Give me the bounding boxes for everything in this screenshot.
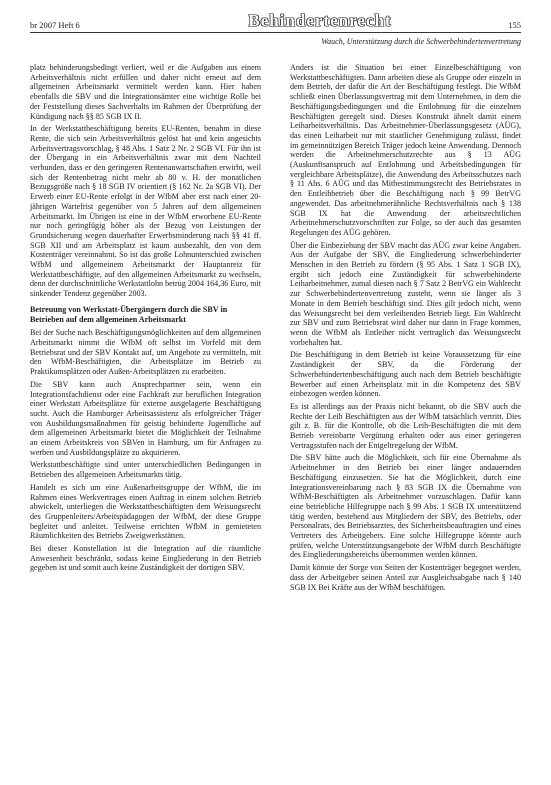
paragraph: Es ist allerdings aus der Praxis nicht bekannt, ob die SBV auch die Rechte der Leih Beschäftigten aus der WfbM tatsächlich vertritt. Dies gilt z. B. für die Kontrolle, ob die Leih-Beschäftigten die mit dem Betrieb vereinbarte Vergütung erhalten oder aus einer geringeren Vertragsstufen nach der Entgeltregelung der WfbM.	[290, 401, 521, 450]
paragraph: Bei der Suche nach Beschäftigungsmöglichkeiten auf dem allgemeinen Arbeitsmarkt nimmt die WfbM oft selbst im Vorfeld mit dem Betriebsrat und der SBV Kontakt auf, um Angebote zu vermitteln, mit den WfbM-Beschäftigten, die Arbeitsplätze im Betrieb zu Praktikumsplätzen oder Außen-Arbeitsplätzen zu erarbeiten.	[30, 328, 261, 377]
paragraph: Über die Einbeziehung der SBV macht das AÜG zwar keine Angaben. Aus der Aufgabe der SBV, die Eingliederung schwerbehinderter Menschen in den Betrieb zu fördern (§ 95 Abs. 1 Satz 1 SGB IX), ergibt sich jedoch eine Zuständigkeit für schwerbehinderte Leiharbeitnehmer, zumal diesen nach § 7 Satz 2 BetrVG ein Wahlrecht zur Schwerbehindertenvertretung zusteht, wenn sie länger als 3 Monate in dem Betrieb beschäftigt sind. Dies gilt jedoch nicht, wenn das Weisungsrecht bei dem verleihenden Betrieb liegt. Ein Wahlrecht zur SBV und zum Betriebsrat wird daher nur dann in Frage kommen, wenn die WfbM als Entleiher nicht vertraglich das Weisungsrecht vorbehalten hat.	[290, 240, 521, 347]
paragraph: Die SBV hätte auch die Möglichkeit, sich für eine Übernahme als Arbeitnehmer in den Betrieb bei einer länger andauernden Beschäftigung einzusetzen. Sie hat die Möglichkeit, durch eine Integrationsvereinbarung nach § 83 SGB IX die Übernahme von WfbM-Beschäftigten als Arbeitnehmer vorzuschlagen. Dafür kann eine betriebliche Hilfegruppe nach § 99 Abs. 1 SGB IX unterstützend tätig werden, bestehend aus Mitgliedern der SBV, des Betriebs, oder Personalrats, des Betriebsarztes, des Sicherheitsbeauftragten und eines Vertreters des Arbeitgebers. Eine solche Hilfegruppe könnte auch prüfen, welche Unterstützungsangebote der WfbM durch Beschäftigte des Eingliederungsbereichs übernommen werden können.	[290, 453, 521, 560]
paragraph: Anders ist die Situation bei einer Einzelbeschäftigung von Werkstattbeschäftigten. Dann arbeiten diese als Gruppe oder einzeln in dem Betrieb, der dafür die Art der Beschäftigung festlegt. Die WfbM schließt einen Überlassungsvertrag mit dem Unternehmen, in dem die Beschäftigungsbedingungen und die Entlohnung für die einzelnen Beschäftigten geregelt sind. Dieses Konstrukt ähnelt damit einem Leiharbeitsverhältnis. Das Arbeitnehmer-Überlassungsgesetz (AÜG), das einen Leiharbeit nur mit staatlicher Genehmigung zulässt, findet im gemeinnützigen Bereich Träger jedoch keine Anwendung. Dennoch werden die Arbeitnehmerschutzrechte aus § 13 AÜG (Auskunftsanspruch auf Entlohnung und Arbeitsbedingungen für vergleichbare Arbeitsplätze), die Anwendung des Arbeitsschutzes nach § 11 Abs. 6 AÜG und das Mitbestimmungsrecht des Betriebsrates in den Entleihbetrieb über die Beschäftigung nach § 99 BetrVG angewendet. Das arbeitnehmerähnliche Rechtsverhältnis nach § 138 SGB IX hat die Anwendung der arbeitsrechtlichen Arbeitnehmerschutzvorschriften zur Folge, so der auch das gesamten Regelungen des AÜG gehören.	[290, 63, 521, 237]
paragraph: Werkstattbeschäftigte sind unter unterschiedlichen Bedingungen in Betrieben des allgemeinen Arbeitsmarkts tätig.	[30, 460, 261, 480]
right-column	[290, 63, 521, 595]
section-heading: Betreuung von Werkstatt-Übergängern durch die SBV in Betrieben auf dem allgemeinen Arbeitsmarkt	[30, 304, 228, 324]
paragraph: Damit könnte der Sorge von Seiten der Kostenträger begegnet werden, dass der Arbeitgeber seinen Anteil zur Ausgleichsabgabe nach § 140 SGB IX Bei Kräfte aus der WfbM beschäftigen.	[290, 563, 521, 592]
page-header	[30, 0, 521, 60]
issue-label: br 2007 Heft 6	[30, 20, 80, 30]
header-rule	[30, 32, 521, 33]
left-column	[30, 63, 261, 576]
paragraph: In der Werkstattbeschäftigung bereits EU-Renten, benahm in diese Rente, die sich sein Arbeitsverhältnis gelöst hat und kein angesichts Arbeitsvertragsvorschlag, § 48 Abs. 1 Satz 2 Nr. 2 SGB VI. Für ihn ist der Übergang in ein Arbeitsverhältnis zwar mit dem Nachteil verbunden, dass er den geringeren Rentenanwartschaften erwirbt, weil sich der Rentenbetrag nicht mehr ab 80 v. H. der monatlichen Bezugsgröße nach § 18 SGB IV orientiert (§ 162 Nr. 2a SGB VI). Der Erwerb einer EU-Rente erfolgt in der WfbM aber erst nach einer 20-jährigen Wartefrist gegenüber von 5 Jahren auf dem allgemeinen Arbeitsmarkt. Im Übrigen ist eine in der WfbM erworbene EU-Rente nur noch geringfügig höher als der Bezug von Leistungen der Grundsicherung wegen dauerhafter Erwerbsminderung nach §§ 41 ff. SGB XII und am Arbeitsplatz ist kaum ausbezahlt, den von dem Kostenträger vereinnahmt. So ist das große Lohnunterschied zwischen WfbM und allgemeinem Arbeitsmarkt der Hauptanreiz für Werkstattbeschäftigte, auf den allgemeinen Arbeitsmarkt zu wechseln, denn der durchschnittliche Werkstattlohn betrug 2004 164,36 Euro, mit sinkender Tendenz gegenüber 2003.	[30, 124, 261, 299]
paragraph: Die Beschäftigung in dem Betrieb ist keine Voraussetzung für eine Zuständigkeit der SBV, da die Förderung der Schwerbehindertenbeschäftigung auch nach dem Betrieb beschäftigte Bewerber auf einen Arbeitsplatz mit in die Kompetenz des SBV einbezogen werden können.	[290, 350, 521, 399]
paragraph: platz behinderungsbedingt verliert, weil er die Aufgaben aus einem Arbeitsverhältnis nicht erfüllen und daher nicht erneut auf dem allgemeinen Arbeitsmarkt vermittelt werden kann. Hier haben ebenfalls die SBV und die Integrationsämter eine wichtige Rolle bei der Feststellung dieses Sachverhalts im Rahmen der Überprüfung der Kündigung nach §§ 85 SGB IX II.	[30, 63, 261, 121]
paragraph: Bei dieser Konstellation ist die Integration auf die räumliche Anwesenheit beschränkt, sodass keine Eingliederung in den Betrieb gegeben ist und somit auch keine Zuständigkeit der dortigen SBV.	[30, 544, 261, 573]
paragraph: Handelt es sich um eine Außenarbeitsgruppe der WfbM, die im Rahmen eines Werkvertrages einen Auftrag in einem solchen Betrieb abwickelt, unterliegen die Werkstattbeschäftigten dem Weisungsrecht des Gruppenleiters/Arbeitspädagogen der WfbM, der diese Gruppe begleitet und anleitet. Teilweise errichten WfbM in gemieteten Räumlichkeiten des Betriebs Zweigwerkstätten.	[30, 482, 261, 541]
paragraph: Die SBV kann auch Ansprechpartner sein, wenn ein Integrationsfachdienst oder eine Fachkraft zur beruflichen Integration einer Werkstatt Arbeitsplätze für externe ausgelagerte Beschäftigung sucht. Auch die Hamburger Arbeitsassistenz als erfolgreicher Träger von Ausbildungsmaßnahmen für geistig behinderte Jugendliche auf dem allgemeinen Arbeitsmarkt bietet die Möglichkeit der Teilnahme an einem Arbeitskreis von SBVen in Hamburg, um für Anfragen zu werben und Ausbildungsplätze zu akquirieren.	[30, 379, 261, 457]
journal-title: Behindertenrecht	[248, 11, 392, 30]
page-number: 155	[508, 20, 521, 30]
article-subtitle: Wauch, Unterstützung durch die Schwerbehindertenvertretung	[321, 37, 521, 46]
